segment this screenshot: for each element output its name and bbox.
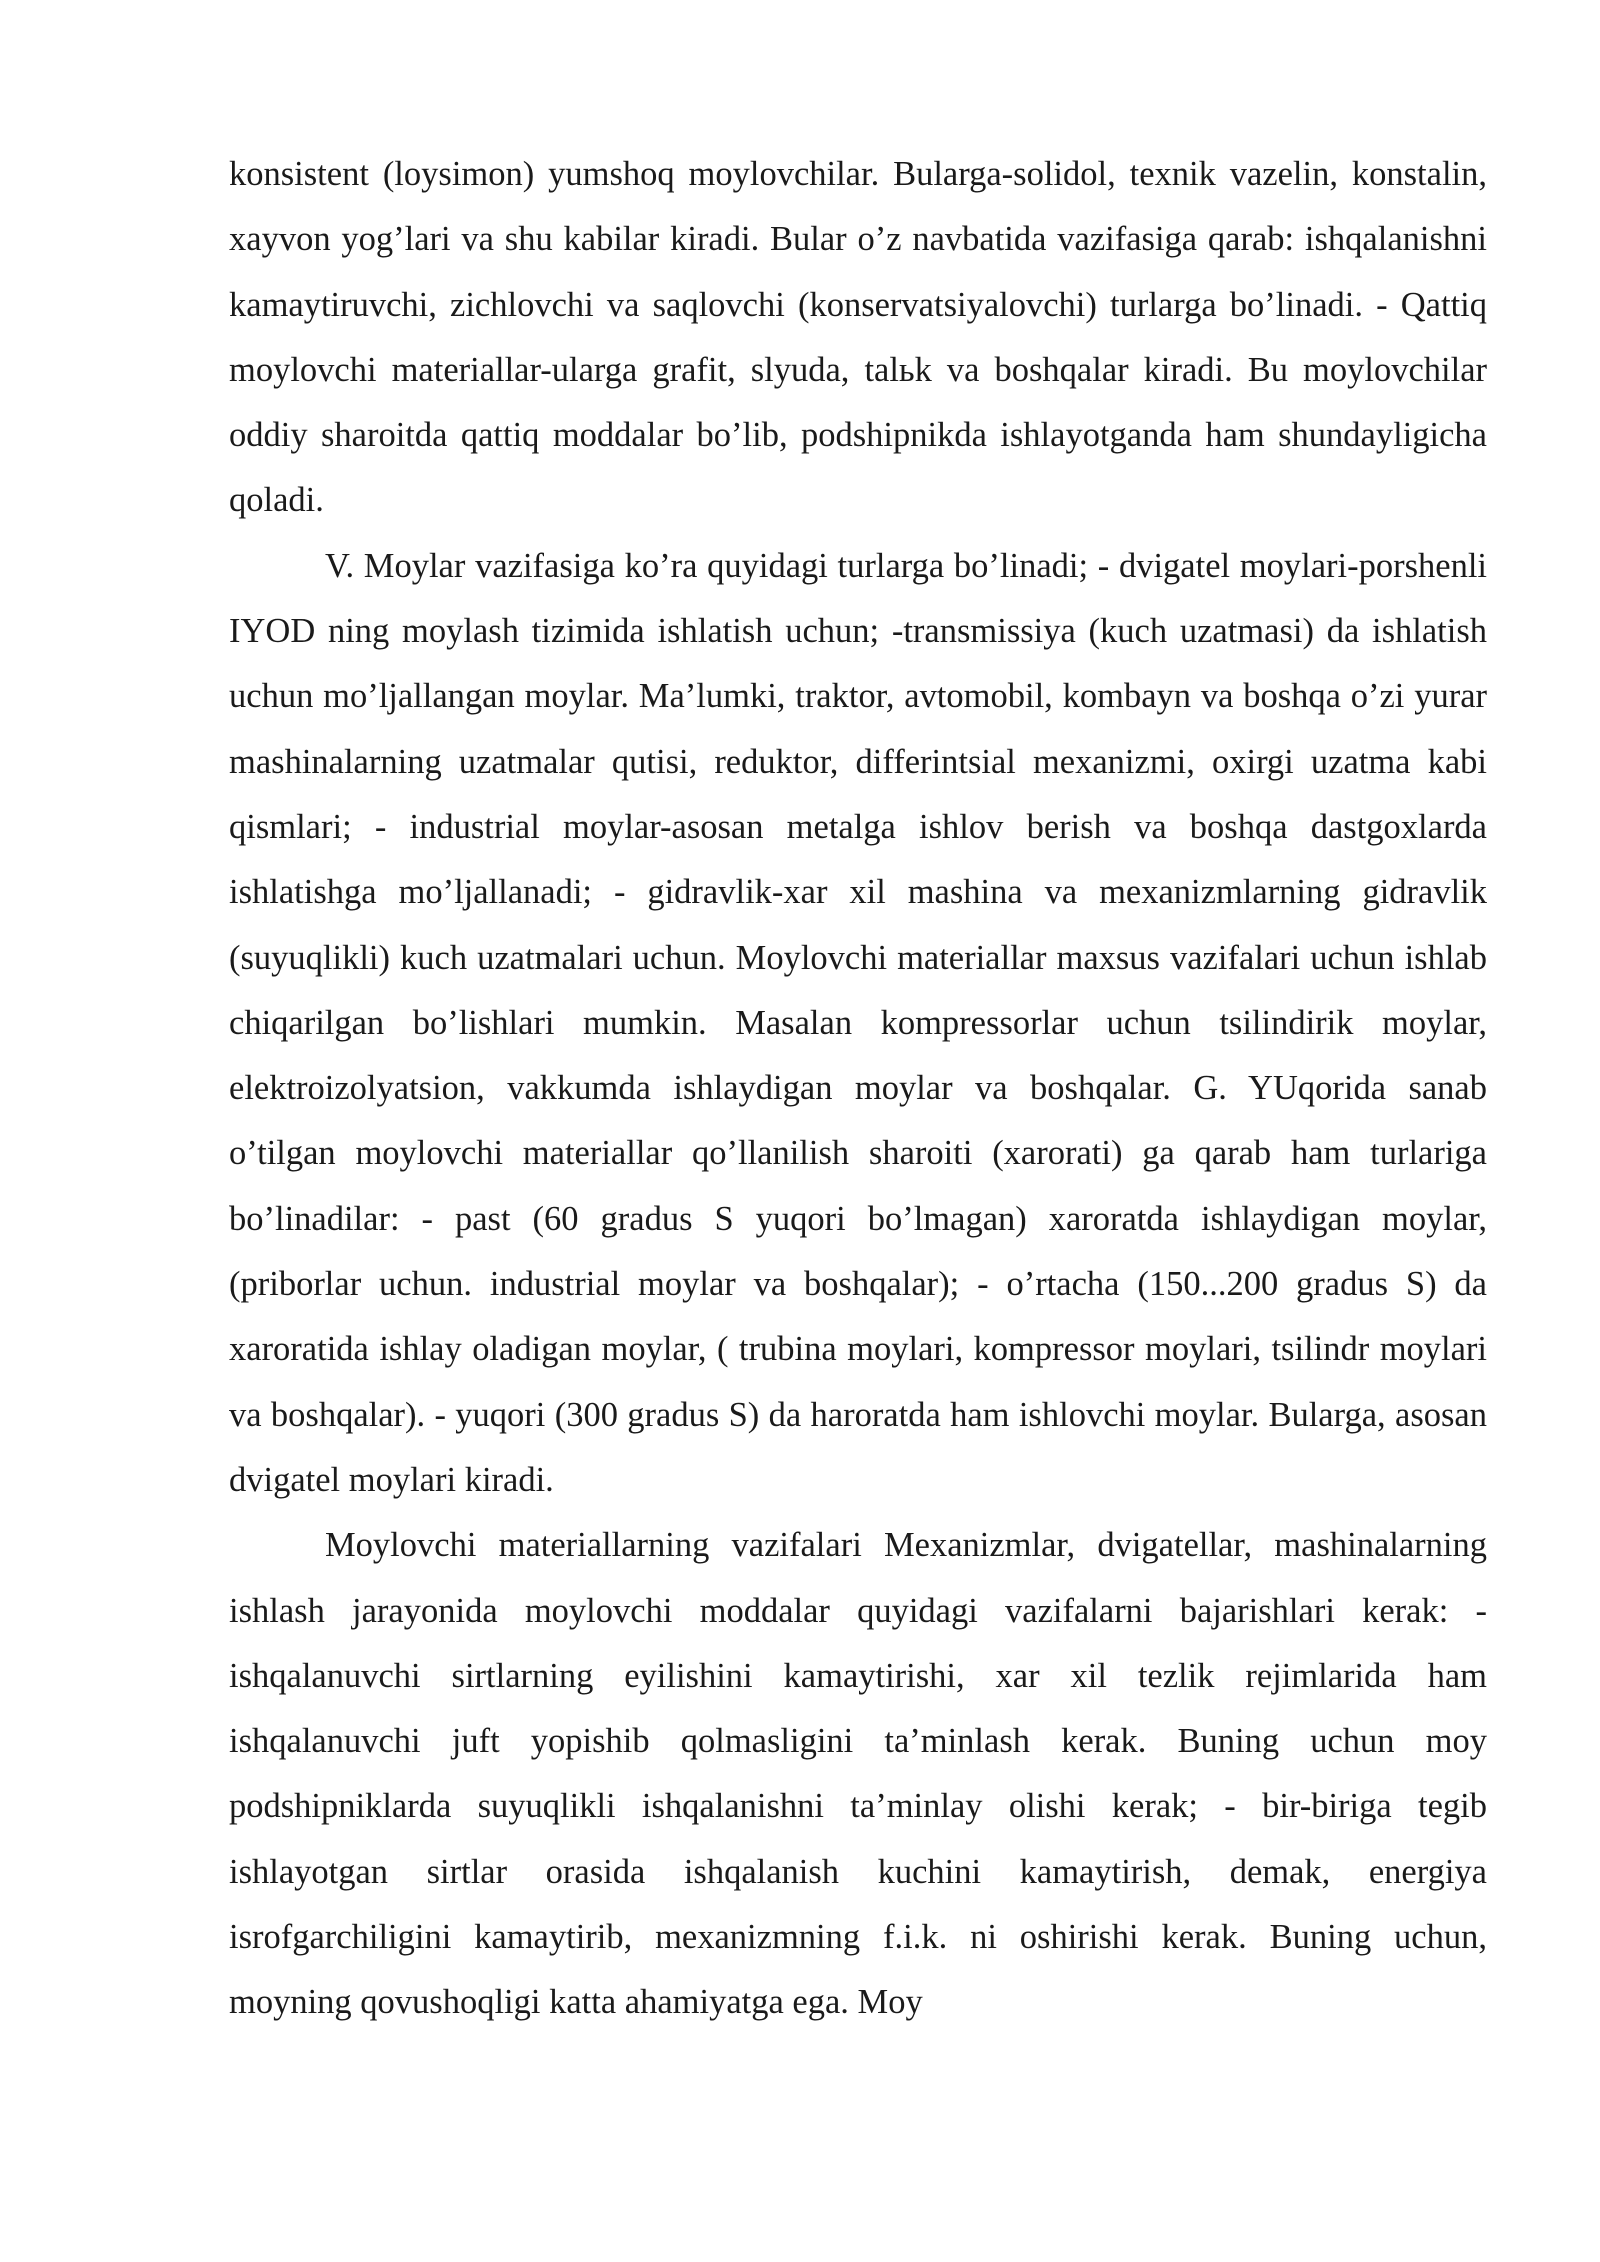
body-text bbox=[229, 142, 1487, 2036]
paragraph-2: V. Moylar vazifasiga ko’ra quyidagi turlarga bo’linadi; - dvigatel moylari-porshenli IYOD ning moylash tizimida ishlatish uchun; -transmissiya (kuch uzatmasi) da ishlatish uchun mo’ljallangan moylar. Ma’lumki, traktor, avtomobil, kombayn va boshqa o’zi yurar mashinalarning uzatmalar qutisi, reduktor, differintsial mexanizmi, oxirgi uzatma kabi qismlari; - industrial moylar-asosan metalga ishlov berish va boshqa dastgoxlarda ishlatishga mo’ljallanadi; - gidravlik-xar xil mashina va mexanizmlarning gidravlik (suyuqlikli) kuch uzatmalari uchun. Moylovchi materiallar maxsus vazifalari uchun ishlab chiqarilgan bo’lishlari mumkin. Masalan kompressorlar uchun tsilindirik moylar, elektroizolyatsion, vakkumda ishlaydigan moylar va boshqalar. G. YUqorida sanab o’tilgan moylovchi materiallar qo’llanilish sharoiti (xarorati) ga qarab ham turlariga bo’linadilar: - past (60 gradus S yuqori bo’lmagan) xaroratda ishlaydigan moylar, (priborlar uchun. industrial moylar va boshqalar); - o’rtacha (150...200 gradus S) da xaroratida ishlay oladigan moylar, ( trubina moylari, kompressor moylari, tsilindr moylari va boshqalar). - yuqori (300 gradus S) da haroratda ham ishlovchi moylar. Bularga, asosan dvigatel moylari kiradi. bbox=[229, 546, 1487, 1499]
paragraph-3: Moylovchi materiallarning vazifalari Mexanizmlar, dvigatellar, mashinalarning ishlash jarayonida moylovchi moddalar quyidagi vazifalarni bajarishlari kerak: - ishqalanuvchi sirtlarning eyilishini kamaytirishi, xar xil tezlik rejimlarida ham ishqalanuvchi juft yopishib qolmasligini ta’minlash kerak. Buning uchun moy podshipniklarda suyuqlikli ishqalanishni ta’minlay olishi kerak; - bir-biriga tegib ishlayotgan sirtlar orasida ishqalanish kuchini kamaytirish, demak, energiya isrofgarchiligini kamaytirib, mexanizmning f.i.k. ni oshirishi kerak. Buning uchun, moyning qovushoqligi katta ahamiyatga ega. Moy bbox=[229, 1526, 1487, 2022]
paragraph-1: konsistent (loysimon) yumshoq moylovchilar. Bularga-solidol, texnik vazelin, konstalin, xayvon yog’lari va shu kabilar kiradi. Bular o’z navbatida vazifasiga qarab: ishqalanishni kamaytiruvchi, zichlovchi va saqlovchi (konservatsiyalovchi) turlarga bo’linadi. - Qattiq moylovchi materiallar-ularga grafit, slyuda, talьk va boshqalar kiradi. Bu moylovchilar oddiy sharoitda qattiq moddalar bo’lib, podshipnikda ishlayotganda ham shundayligicha qoladi. bbox=[229, 155, 1487, 520]
